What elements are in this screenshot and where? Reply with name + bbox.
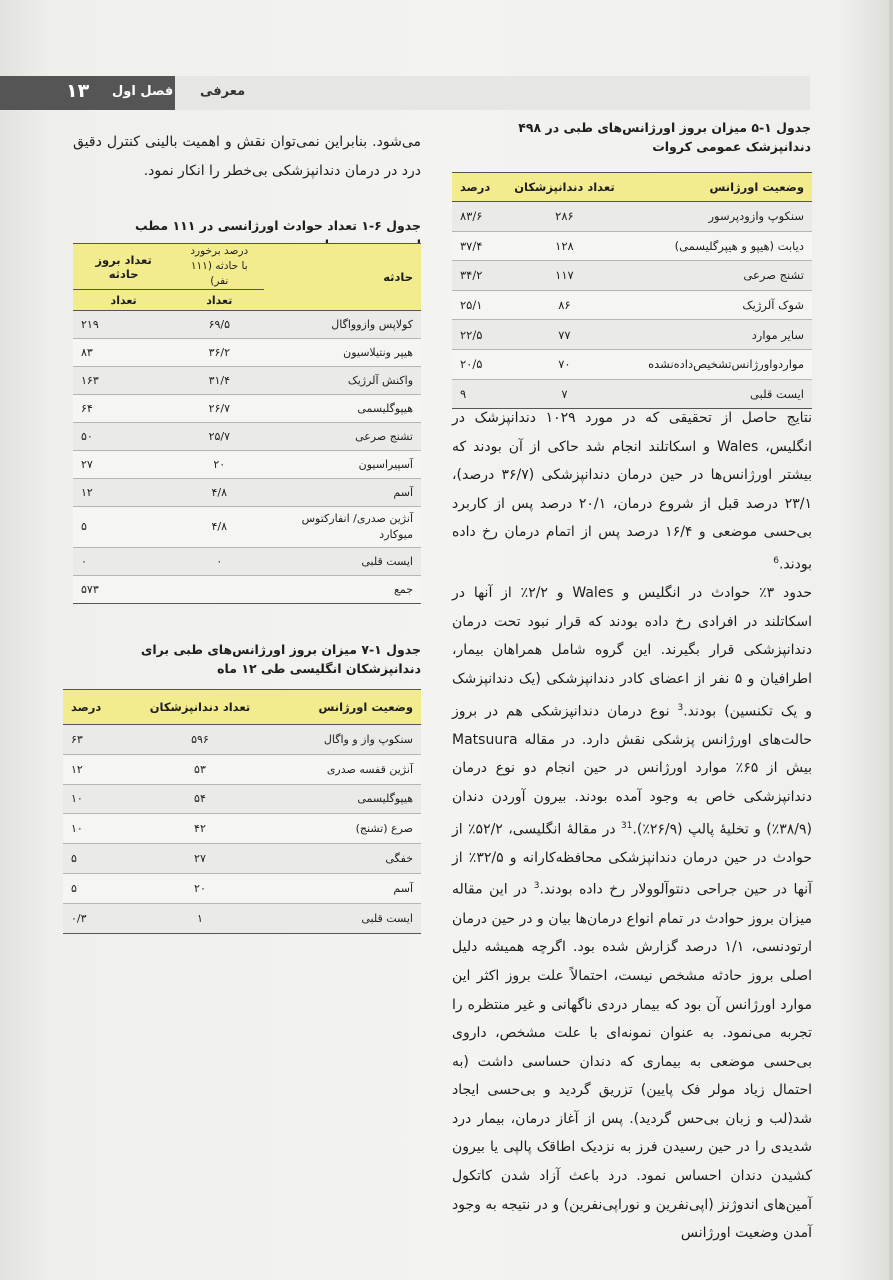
table-cell: ۱ [124,903,277,933]
table-cell: ۲۵/۷ [174,423,264,451]
table-cell: ۸۳/۶ [452,202,502,232]
table-cell: ۲۸۶ [502,202,627,232]
table-cell: ۸۳ [73,339,174,367]
table-cell: ۵ [73,507,174,548]
column-header: درصد [452,173,502,202]
column-header: درصد [63,690,124,725]
table-cell: آسم [264,479,421,507]
table-cell: هیپوگلیسمی [264,395,421,423]
table-cell: ۲۰/۵ [452,349,502,379]
table-header-row [73,244,421,290]
table-cell: ۷۰ [502,349,627,379]
table-cell: سنکوپ واز و واگال [276,725,421,755]
table-row [452,320,812,350]
table-row [63,814,421,844]
column-header: تعداد دندانپزشکان [124,690,277,725]
table-1-7 [63,689,421,934]
table-cell: کولاپس وازوواگال [264,311,421,339]
column-header: وضعیت اورژانس [276,690,421,725]
table-cell: ۴۲ [124,814,277,844]
table-row [452,261,812,291]
table-cell: ۵ [63,873,124,903]
table-cell: ۵۷۳ [73,576,174,604]
section-label: معرفی [200,84,246,99]
table-cell: ۱۲ [73,479,174,507]
table-row [73,507,421,548]
table-1-6-caption: جدول ۶-۱ تعداد حوادث اورژانسی در ۱۱۱ مطب [134,218,421,233]
table-row [452,290,812,320]
reference-mark: 3 [533,881,540,892]
table-row [63,725,421,755]
table-row [73,451,421,479]
table-row [73,548,421,576]
table-cell: ۲۰ [124,873,277,903]
table-row [452,202,812,232]
table-cell: ۳۱/۴ [174,367,264,395]
table-row [452,349,812,379]
table-cell: جمع [264,576,421,604]
table-cell: ۱۲ [63,754,124,784]
paragraph [452,579,812,1248]
table-row [63,873,421,903]
column-subheader: تعداد [73,290,174,311]
table-cell: ۲۲/۵ [452,320,502,350]
table-cell: ۳۷/۴ [452,231,502,261]
table-cell: ۵۴ [124,784,277,814]
table-cell: ایست قلبی [627,379,812,409]
table-cell: واکنش آلرژیک [264,367,421,395]
table-row [63,844,421,874]
table-cell: آسم [276,873,421,903]
table-cell: هیپر ونتیلاسیون [264,339,421,367]
column-header: تعداد دندانپزشکان [502,173,627,202]
table-cell: ۱۱۷ [502,261,627,291]
table-cell: ۱۰ [63,784,124,814]
table-cell: آنژین قفسه صدری [276,754,421,784]
table-cell: ۵۹۶ [124,725,277,755]
table-row [73,576,421,604]
header-chapter-box [0,76,175,110]
table-1-5 [452,172,812,409]
table-row [452,231,812,261]
paragraph-text: در این مقاله میزان بروز حوادث در تمام انواع درمان‌ها بیان و در حین درمان ارتودنسی، ۱/۱ درصد گزارش شده بود. اگرچه همیشه دلیل اصلی بروز حادثه مشخص نیست، احتمالاً علت بروز اکثر این موارد اورژانس آن بود که بیمار دردی ناگهانی و غیر منتظره را تجربه می‌نمود. به عنوان نمونه‌ای با علت مشخص، داروی بی‌حسی موضعی به بیماری که دندان حساسی داشت (به احتمال زیاد مولر فک پایین) تزریق گردید و بی‌حسی ایجاد شد(لب و زبان بی‌حس گردید). پس از آغاز درمان، بیمار درد شدیدی را در حین رسیدن فرز به نزدیک اطاقک پالپی یا بیرون کشیدن دندان احساس نمود. درد باعث آزاد شدن کاتکول آمین‌های اندوژنز (اپی‌نفرین و نوراپی‌نفرین) و در نتیجه به وجود آمدن وضعیت اورژانس [452,882,813,1242]
table-cell: ۶۴ [73,395,174,423]
reference-mark: 3 [677,702,684,713]
table-cell: ۶۹/۵ [174,311,264,339]
table-row [73,367,421,395]
table-cell: ۸۶ [502,290,627,320]
table-cell: ایست قلبی [276,903,421,933]
paragraph-text: نوع درمان دندانپزشکی هم در بروز حالت‌های اورژانس پزشکی نقش دارد. در مقاله Matsuura بیش از ۶۵٪ موارد اورژانس در حین انجام دو نوع درمان دندانپزشکی خاص به وجود آمده بودند. بیرون آوردن دندان (۳۸/۹٪) و تخلیهٔ پالپ (۲۶/۹٪). [452,703,813,838]
table-cell: سنکوپ وازودپرسور [627,202,812,232]
table-cell: تشنج صرعی [627,261,812,291]
table-cell: خفگی [276,844,421,874]
table-cell: شوک آلرژیک [627,290,812,320]
table-row [73,311,421,339]
column-header: تعداد بروز حادثه [73,244,174,290]
column-subheader: تعداد [174,290,264,311]
table-cell: ۲۷ [124,844,277,874]
table-cell: ۰ [73,548,174,576]
body-text [452,404,812,1248]
table-cell: ۱۲۸ [502,231,627,261]
table-cell: ۲۶/۷ [174,395,264,423]
table-cell: ۵۰ [73,423,174,451]
table-cell [174,576,264,604]
table-cell: ایست قلبی [264,548,421,576]
paragraph-text: در مقالهٔ انگلیسی، ۵۲/۲٪ از حوادث در حین درمان دندانپزشکی محافظه‌کارانه و ۳۲/۵٪ از آنها در حین جراحی دنتوآلوولار رخ داده بودند. [452,821,812,899]
header-line: درصد برخورد [190,245,249,257]
table-cell: ۱۶۳ [73,367,174,395]
paragraph-text: حدود ۳٪ حوادث در انگلیس و Wales و ۲/۲٪ از آنها در اسکاتلند در افرادی رخ داده بودند که قرار نبود تحت درمان دندانپزشکی قرار بگیرند. این گروه شامل همراهان بیمار، اطرافیان و ۵ نفر از اعضای کادر دندانپزشکی (یک دندانپزشک و یک تکنسین) بودند. [452,585,812,720]
chapter-label: فصل اول [112,84,174,99]
column-header: وضعیت اورژانس [627,173,812,202]
table-cell: ۳۴/۲ [452,261,502,291]
table-1-6 [73,243,421,604]
table-cell: ۲۷ [73,451,174,479]
table-row [63,754,421,784]
intro-paragraph: می‌شود. بنابراین نمی‌توان نقش و اهمیت بالینی کنترل دقیق درد در درمان دندانپزشکی بی‌خطر را انکار نمود. [73,134,421,179]
table-cell: ۱۰ [63,814,124,844]
table-cell: تشنج صرعی [264,423,421,451]
table-cell: ۳۶/۲ [174,339,264,367]
table-cell: آنژین صدری/ انفارکتوس میوکارد [264,507,421,548]
column-header: حادثه [264,244,421,311]
table-row [63,784,421,814]
table-row [73,339,421,367]
table-cell: ۷۷ [502,320,627,350]
table-cell: هیپوگلیسمی [276,784,421,814]
column-header [174,244,264,290]
reference-mark: 6 [773,555,779,566]
running-header [0,76,810,110]
table-header-row [63,690,421,725]
table-row [73,395,421,423]
table-cell: دیابت (هیپو و هیپرگلیسمی) [627,231,812,261]
table-row [73,479,421,507]
table-cell: ۹ [452,379,502,409]
table-cell: ۲۰ [174,451,264,479]
reference-mark: 31 [620,820,633,831]
page-edge [889,0,893,1280]
table-header-row [452,173,812,202]
paragraph-text: نتایج حاصل از تحقیقی که در مورد ۱۰۲۹ دندانپزشک در انگلیس، Wales و اسکاتلند انجام شد حاکی از آن بودند که بیشتر اورژانس‌ها در حین درمان دندانپزشکی (۳۶/۷ درصد)، ۲۳/۱ درصد قبل از شروع درمان، ۲۰/۱ درصد پس از کاربرد بی‌حسی موضعی و ۱۶/۴ درصد پس از اتمام درمان رخ داده بودند. [452,410,813,573]
table-cell: ۵ [63,844,124,874]
table-cell: آسپیراسیون [264,451,421,479]
table-cell: ۶۳ [63,725,124,755]
header-line: با حادثه (۱۱۱ نفر) [190,260,248,287]
table-cell: ۰ [174,548,264,576]
paragraph [452,404,812,579]
table-row [63,903,421,933]
table-cell: مواردواورژانس‌تشخیص‌داده‌نشده [627,349,812,379]
table-row [73,423,421,451]
table-cell: ۴/۸ [174,479,264,507]
table-1-7-caption: جدول ۱-۷ میزان بروز اورژانس‌های طبی برای دندانپزشکان انگلیسی طی ۱۲ ماه [140,642,421,676]
table-cell: سایر موارد [627,320,812,350]
table-cell: صرع (تشنج) [276,814,421,844]
table-cell: ۰/۳ [63,903,124,933]
table-cell: ۵۳ [124,754,277,784]
table-cell: ۷ [502,379,627,409]
table-cell: ۴/۸ [174,507,264,548]
table-1-5-caption: جدول ۱-۵ میزان بروز اورژانس‌های طبی در ۴۹۸ دندانپزشک عمومی کروات [518,120,811,154]
table-cell: ۲۵/۱ [452,290,502,320]
page-number: ۱۳ [66,80,90,102]
table-cell: ۲۱۹ [73,311,174,339]
